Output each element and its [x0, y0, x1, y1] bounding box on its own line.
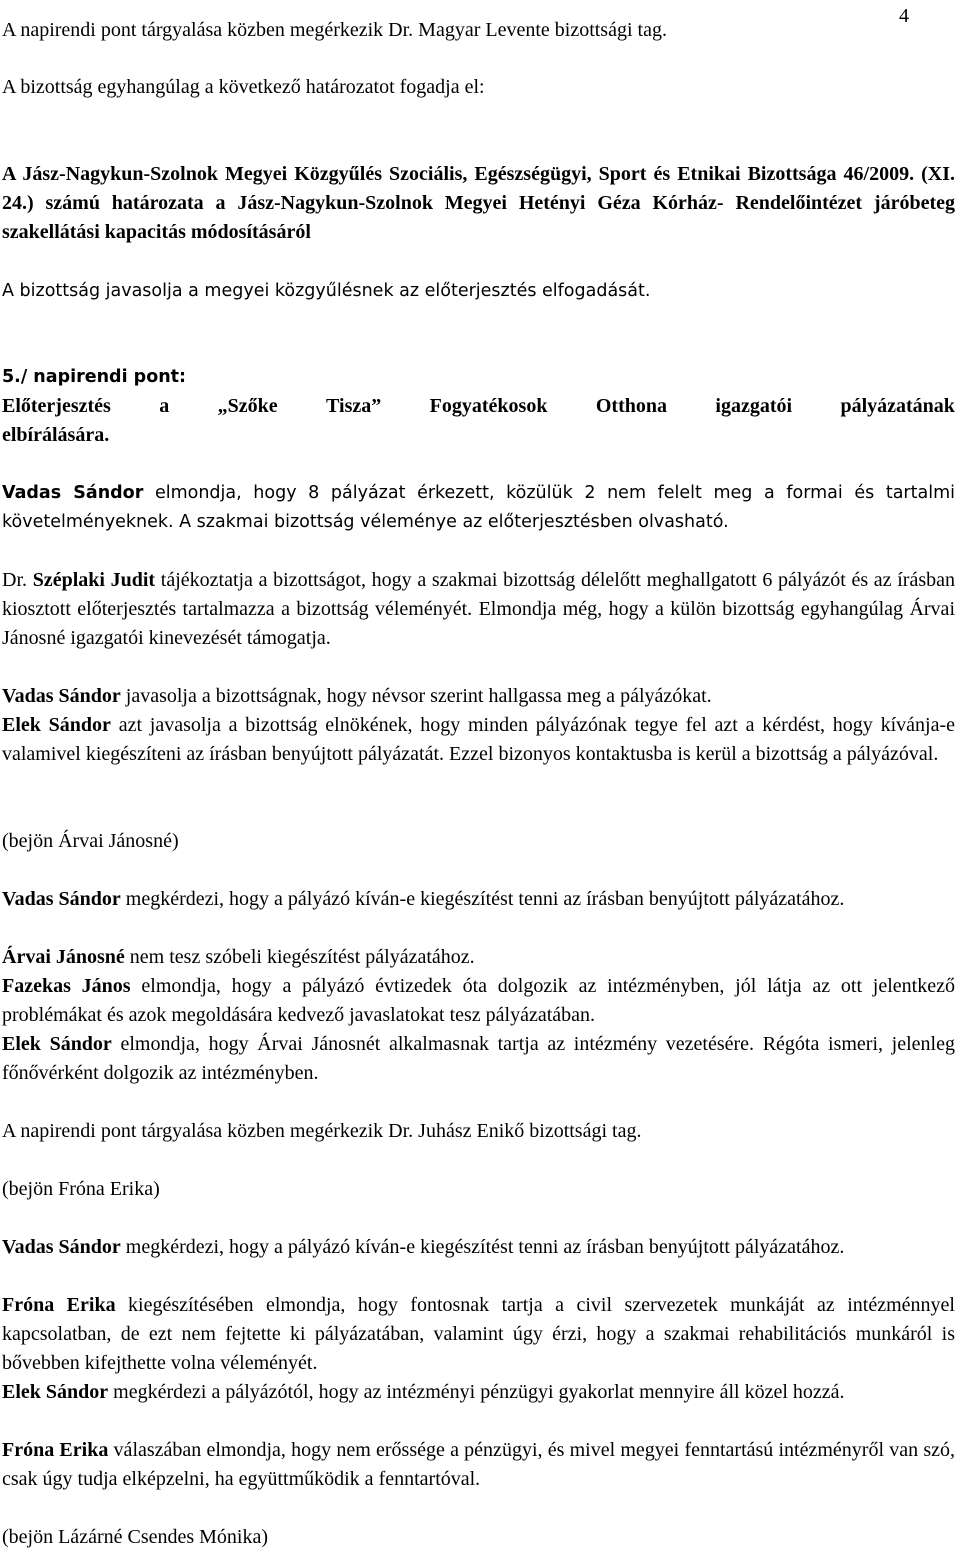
statement-elek-2 [2, 1030, 955, 1088]
speaker-name: Széplaki Judit [32, 569, 156, 591]
agenda-word: igazgatói [715, 395, 793, 417]
page-number: 4 [899, 5, 909, 27]
resolution-intro: A bizottság egyhangúlag a következő határozatot fogadja el: [2, 76, 485, 98]
statement-elek-3 [2, 1378, 955, 1407]
speaker-name: Fróna Erika [2, 1439, 109, 1461]
speaker-name: Vadas Sándor [2, 483, 144, 503]
statement-elek-1 [2, 711, 955, 769]
statement-text: válaszában elmondja, hogy nem erőssége a pénzügyi, és mivel megyei fenntartású intézményről van szó, csak úgy tudja elképzelni, ha együttműködik a fenntartóval. [2, 1439, 955, 1490]
statement-text: megkérdezi, hogy a pályázó kíván-e kiegészítést tenni az írásban benyújtott pályázatához. [120, 1236, 845, 1258]
speaker-name: Vadas Sándor [2, 1236, 121, 1258]
committee-recommendation: A bizottság javasolja a megyei közgyűlésnek az előterjesztés elfogadását. [2, 281, 651, 301]
entrance-note-2: (bejön Fróna Erika) [2, 1178, 160, 1200]
speaker-name: Vadas Sándor [2, 685, 121, 707]
statement-fazekas [2, 972, 955, 1030]
speaker-name: Elek Sándor [2, 1033, 112, 1055]
agenda-item-title [2, 392, 955, 450]
speaker-name: Elek Sándor [2, 714, 111, 736]
agenda-word: Előterjesztés [2, 395, 111, 417]
arrival-note-2: A napirendi pont tárgyalása közben megérkezik Dr. Juhász Enikő bizottsági tag. [2, 1120, 642, 1142]
statement-frona-1 [2, 1291, 955, 1378]
statement-text: elmondja, hogy Árvai Jánosnét alkalmasnak tartja az intézmény vezetésére. Régóta ismeri, jelenleg főnővérként dolgozik az intézményben. [2, 1033, 955, 1084]
statement-text: megkérdezi, hogy a pályázó kíván-e kiegészítést tenni az írásban benyújtott pályázatához. [120, 888, 845, 910]
statement-text: elmondja, hogy 8 pályázat érkezett, közülük 2 nem felelt meg a formai és tartalmi követelményeknek. A szakmai bizottság véleménye az előterjesztésben olvasható. [2, 483, 955, 532]
statement-text: elmondja, hogy a pályázó évtizedek óta dolgozik az intézményben, jól látja az ott jelentkező problémákat és azok megoldására kedvező javaslatokat tesz pályázatában. [2, 975, 955, 1026]
agenda-word: pályázatának [840, 395, 955, 417]
agenda-word: Fogyatékosok [429, 395, 548, 417]
statement-vadas-3 [2, 885, 955, 914]
statement-text: tájékoztatja a bizottságot, hogy a szakmai bizottság délelőtt meghallgatott 6 pályázót és az írásban kiosztott előterjesztés tartalmazza a bizottság véleményét. Elmondja még, hogy a külön bizottság egyhangúlag Árvai Jánosné igazgatói kinevezését támogatja. [2, 569, 955, 649]
statement-text: megkérdezi a pályázótól, hogy az intézményi pénzügyi gyakorlat mennyire áll közel hozzá. [108, 1381, 845, 1403]
statement-vadas-1 [2, 479, 955, 537]
speaker-name: Árvai Jánosné [2, 946, 125, 968]
statement-text: javasolja a bizottságnak, hogy névsor szerint hallgassa meg a pályázókat. [120, 685, 712, 707]
agenda-word: Tisza” [326, 395, 382, 417]
agenda-title-line-2: elbírálására. [2, 424, 110, 446]
speaker-title: Dr. [2, 569, 33, 591]
speaker-name: Fazekas János [2, 975, 131, 997]
statement-text: kiegészítésében elmondja, hogy fontosnak tartja a civil szervezetek munkáját az intézménnyel kapcsolatban, de ezt nem fejtette ki pályázatában, valamint úgy érzi, hogy a szakmai rehabilitációs munkáról is bővebben kifejthette volna véleményét. [2, 1294, 955, 1374]
speaker-name: Elek Sándor [2, 1381, 109, 1403]
entrance-note-1: (bejön Árvai Jánosné) [2, 830, 179, 852]
resolution-title: A Jász-Nagykun-Szolnok Megyei Közgyűlés Szociális, Egészségügyi, Sport és Etnikai Bizottsága 46/2009. (XI. 24.) számú határozata a Jász-Nagykun-Szolnok Megyei Hetényi Géza Kórház- Rendelőintézet járóbeteg szakellátási kapacitás módosításáról [2, 163, 955, 243]
agenda-word: Otthona [595, 395, 667, 417]
arrival-note-1: A napirendi pont tárgyalása közben megérkezik Dr. Magyar Levente bizottsági tag. [2, 19, 667, 41]
speaker-name: Fróna Erika [2, 1294, 116, 1316]
agenda-word: a [159, 395, 170, 417]
statement-text: azt javasolja a bizottság elnökének, hogy minden pályázónak tegye fel azt a kérdést, hogy kívánja-e valamivel kiegészíteni az írásban benyújtott pályázatát. Ezzel bizonyos kontaktusba is kerül a bizottság a pályázóval. [2, 714, 955, 765]
agenda-word: „Szőke [217, 395, 278, 417]
statement-text: nem tesz szóbeli kiegészítést pályázatához. [124, 946, 475, 968]
agenda-item-label: 5./ napirendi pont: [2, 367, 187, 387]
statement-arvai [2, 943, 955, 972]
statement-vadas-2 [2, 682, 955, 711]
speaker-name: Vadas Sándor [2, 888, 121, 910]
entrance-note-3: (bejön Lázárné Csendes Mónika) [2, 1526, 269, 1548]
agenda-title-line-1 [2, 392, 955, 421]
statement-frona-2 [2, 1436, 955, 1494]
statement-szeplaki [2, 566, 955, 653]
statement-vadas-4 [2, 1233, 955, 1262]
